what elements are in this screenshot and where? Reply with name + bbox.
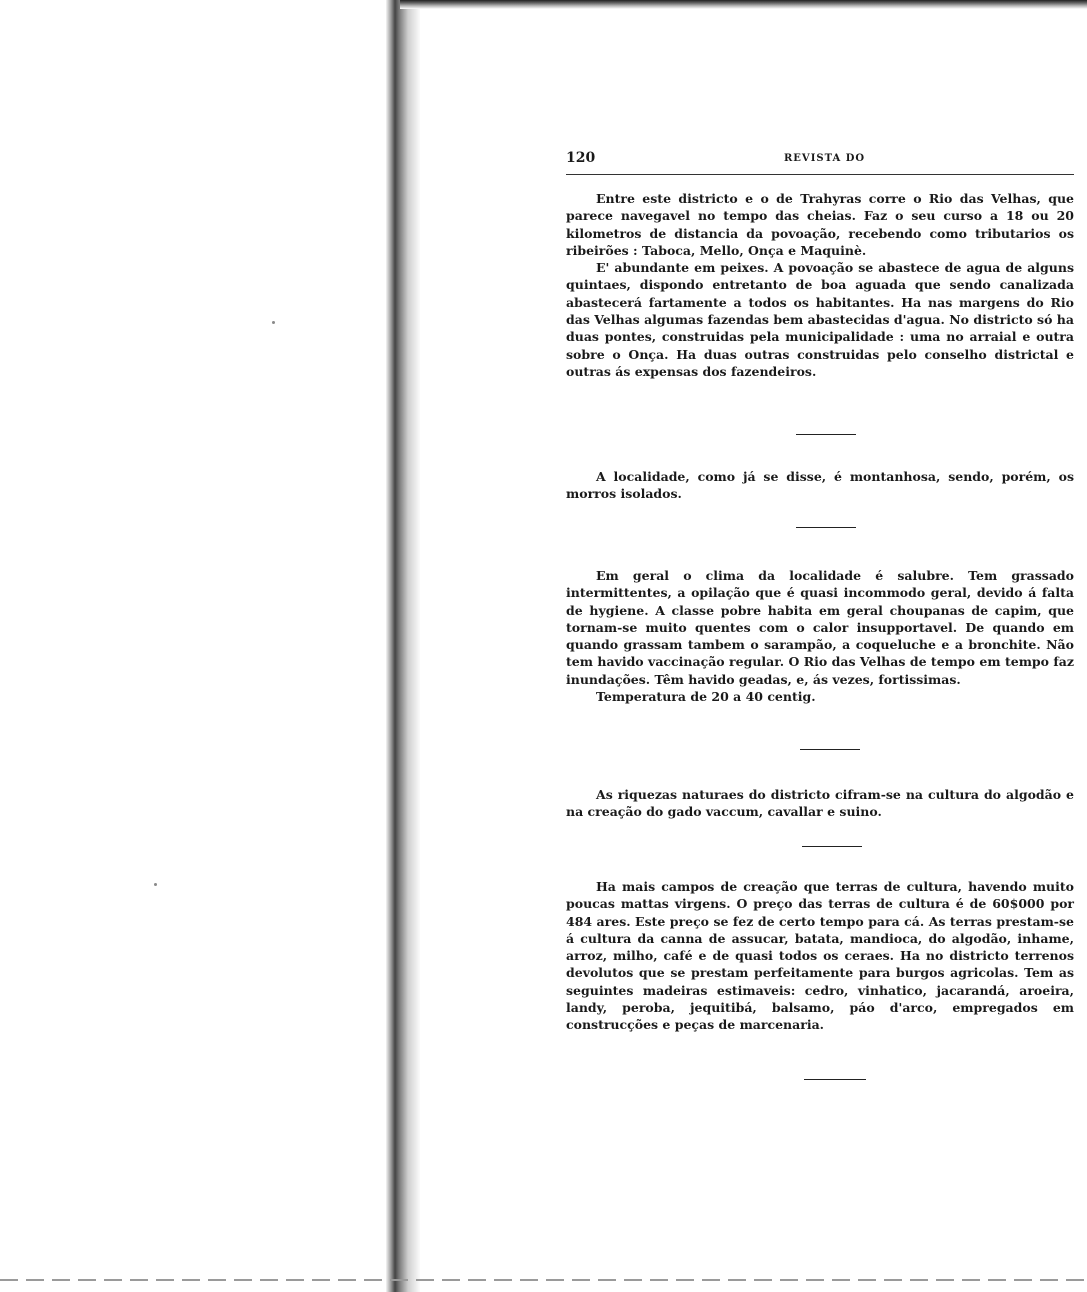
paragraph: Ha mais campos de creação que terras de cultura, havendo muito poucas mattas virgens. O preço das terras de cultura é de 60$000 por 484 ares. Este preço se fez de certo tempo para cá. As terras prestam-se á cultura da canna de assucar, batata, mandioca, do algodão, inhame, arroz, milho, café e de quasi todos os ceraes. Ha no districto terrenos devolutos que se prestam perfeitamente para burgos agricolas. Tem as seguintes madeiras estimaveis: cedro, vinhatico, jacarandá, aroeira, landy, peroba, jequitibá, balsamo, páo d'arco, empregados em construcções e peças de marcenaria.: [566, 879, 1074, 1033]
page-header: [566, 150, 1074, 175]
section-rio-das-velhas: [566, 190, 1074, 380]
page-top-edge: [400, 0, 1087, 9]
section-divider: [802, 846, 862, 847]
section-divider: [804, 1079, 866, 1080]
section-divider: [796, 527, 856, 528]
section-divider: [800, 749, 860, 750]
paragraph: Entre este districto e o de Trahyras corre o Rio das Velhas, que parece navegavel no tempo das cheias. Faz o seu curso a 18 ou 20 kilometros de distancia da povoação, recebendo como tributarios os ribeirões : Taboca, Mello, Onça e Maquinè.: [566, 191, 1074, 258]
section-campos: [566, 878, 1074, 1034]
section-localidade: [566, 468, 1074, 503]
paragraph: Temperatura de 20 a 40 centig.: [596, 689, 816, 705]
running-head: REVISTA DO: [784, 153, 866, 164]
paragraph: E' abundante em peixes. A povoação se abastece de agua de alguns quintaes, dispondo entretanto de boa aguada que sendo canalizada abastecerá fartamente a todos os habitantes. Ha nas margens do Rio das Velhas algumas fazendas bem abastecidas d'agua. No districto só ha duas pontes, construidas pela municipalidade : uma no arraial e outra sobre o Onça. Ha duas outras construidas pelo conselho districtal e outras ás expensas dos fazendeiros.: [566, 260, 1074, 379]
facing-blank-page: [0, 0, 390, 1292]
paragraph: As riquezas naturaes do districto cifram-se na cultura do algodão e na creação do gado vaccum, cavallar e suino.: [566, 787, 1074, 820]
paper-speck: [154, 883, 157, 886]
paragraph: A localidade, como já se disse, é montanhosa, sendo, porém, os morros isolados.: [566, 469, 1074, 502]
page-bottom-edge: [0, 1279, 1087, 1281]
book-gutter: [386, 0, 420, 1292]
section-clima: [566, 567, 1074, 705]
section-divider: [796, 434, 856, 435]
paper-speck: [272, 321, 275, 324]
page-number: 120: [566, 150, 596, 166]
section-riquezas: [566, 786, 1074, 821]
paragraph: Em geral o clima da localidade é salubre. Tem grassado intermittentes, a opilação que é quasi incommodo geral, devido á falta de hygiene. A classe pobre habita em geral choupanas de capim, que tornam-se muito quentes com o calor insupportavel. De quando em quando grassam tambem o sarampão, a coqueluche e a bronchite. Não tem havido vaccinação regular. O Rio das Velhas de tempo em tempo faz inundações. Têm havido geadas, e, ás vezes, fortissimas.: [566, 568, 1074, 687]
